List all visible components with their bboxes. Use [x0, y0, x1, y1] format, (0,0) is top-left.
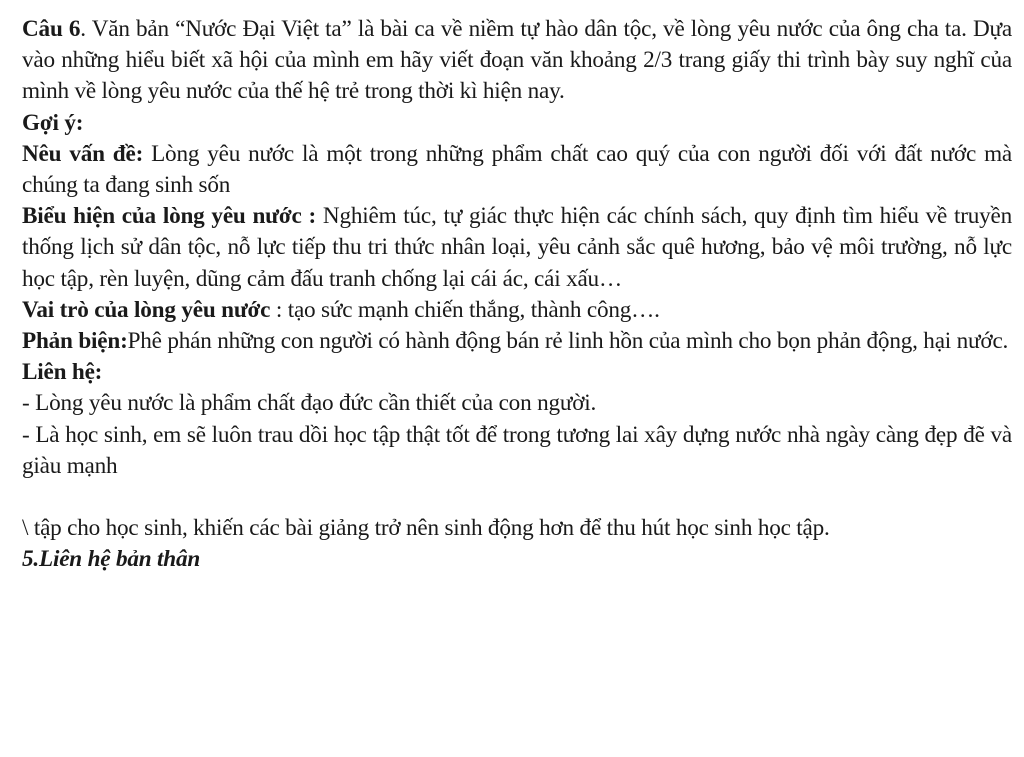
section-counter-text: Phê phán những con người có hành động bán rẻ linh hồn của mình cho bọn phản động, hại nước.	[127, 328, 1009, 355]
section-expression	[22, 201, 1012, 295]
section-issue-label: Nêu vấn đề:	[22, 140, 144, 167]
section-counter-label: Phản biện:	[22, 328, 128, 355]
hint-heading: Gợi ý:	[22, 109, 84, 136]
final-heading: 5.Liên hệ bản thân	[22, 546, 201, 573]
section-expression-label: Biểu hiện của lòng yêu nước :	[22, 203, 317, 230]
connection-item: - Lòng yêu nước là phẩm chất đạo đức cần thiết của con người.	[22, 390, 597, 417]
question-text: . Văn bản “Nước Đại Việt ta” là bài ca về niềm tự hào dân tộc, về lòng yêu nước của ông cha ta. Dựa vào những hiểu biết xã hội của mình em hãy viết đoạn văn khoảng 2/3 trang giấy thi trình bày suy nghĩ của mình về lòng yêu nước của thế hệ trẻ trong thời kì hiện nay.	[22, 16, 1012, 105]
question-paragraph	[22, 14, 1012, 108]
section-expression-text: Nghiêm túc, tự giác thực hiện các chính sách, quy định tìm hiểu về truyền thống lịch sử dân tộc, nỗ lực tiếp thu tri thức nhân loại, yêu cảnh sắc quê hương, bảo vệ môi trường, nỗ lực học tập, rèn luyện, dũng cảm đấu tranh chống lại cái ác, cái xấu…	[22, 203, 1012, 292]
section-role-label: Vai trò của lòng yêu nước	[22, 296, 271, 323]
section-role	[22, 295, 1012, 326]
section-issue	[22, 139, 1012, 201]
trailing-paragraph: \ tập cho học sinh, khiến các bài giảng trở nên sinh động hơn để thu hút học sinh học tập.	[22, 515, 830, 542]
section-role-text: : tạo sức mạnh chiến thắng, thành công….	[270, 296, 660, 323]
question-label: Câu 6	[22, 16, 81, 42]
blank-line	[22, 482, 1012, 513]
section-issue-text: Lòng yêu nước là một trong những phẩm chất cao quý của con người đối với đất nước mà chúng ta đang sinh sốn	[22, 140, 1012, 199]
connection-item: - Là học sinh, em sẽ luôn trau dồi học tập thật tốt để trong tương lai xây dựng nước nhà ngày càng đẹp đẽ và giàu mạnh	[22, 421, 1012, 479]
document-page	[22, 14, 1012, 576]
connection-heading: Liên hệ:	[22, 359, 103, 386]
section-counter	[22, 326, 1012, 357]
